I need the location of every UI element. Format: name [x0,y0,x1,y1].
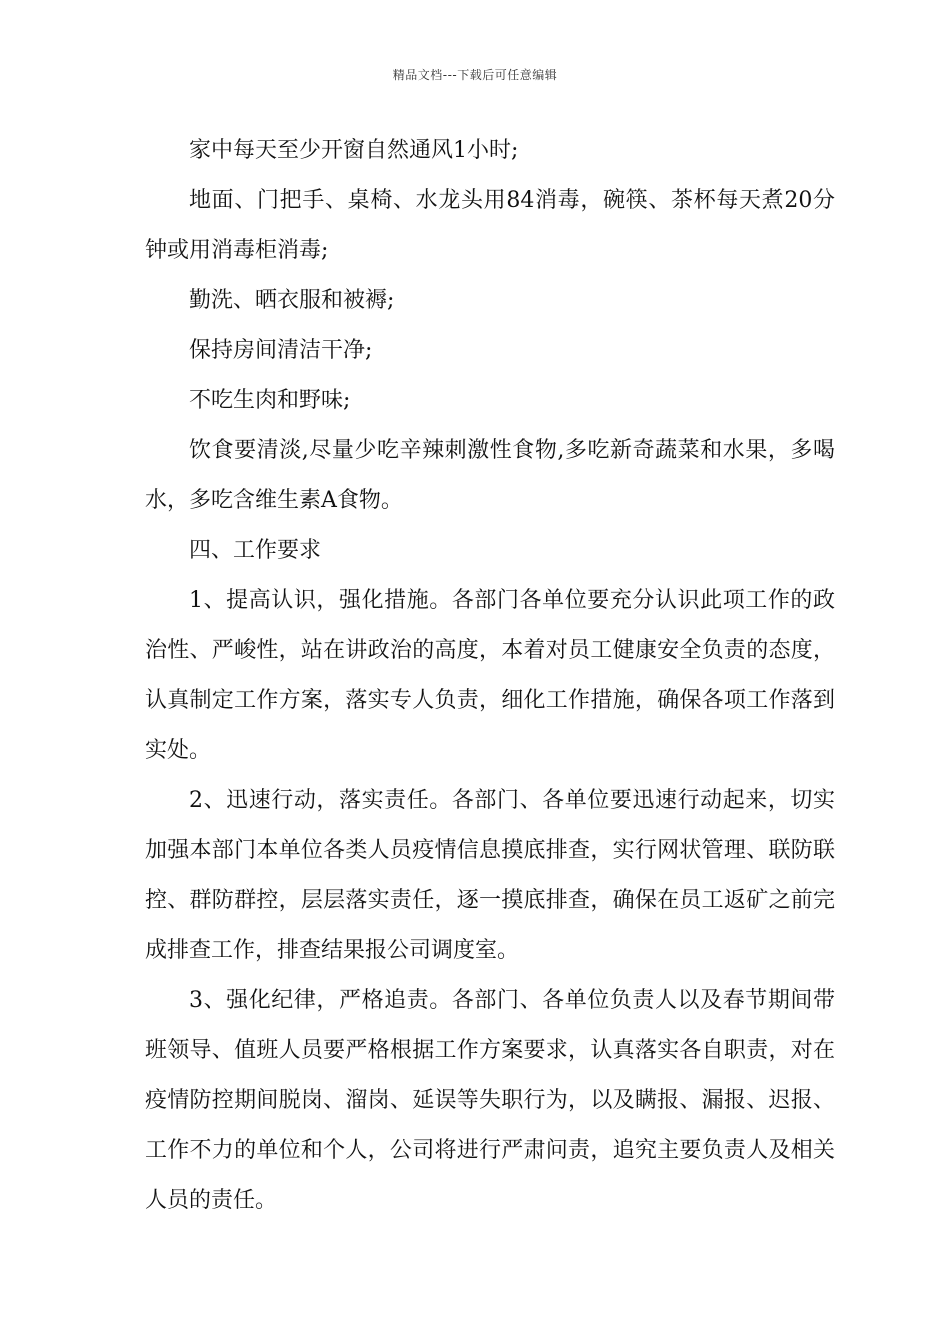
paragraph-cleanliness: 保持房间清洁干净; [189,338,373,363]
section-heading-work-requirements: 四、工作要求 [189,538,322,563]
paragraph-disinfection: 地面、门把手、桌椅、水龙头用84消毒，碗筷、茶杯每天煮20分钟或用消毒柜消毒; [145,188,835,263]
page-header: 精品文档---下载后可任意编辑 [392,68,558,82]
paragraph-no-wild-meat: 不吃生肉和野味; [189,388,351,413]
paragraph-laundry: 勤洗、晒衣服和被褥; [189,288,395,313]
paragraph-requirement-3: 3、强化纪律，严格追责。各部门、各单位负责人以及春节期间带班领导、值班人员要严格根据工作方案要求，认真落实各自职责，对在疫情防控期间脱岗、溜岗、延误等失职行为，以及瞒报、漏报、迟报、工作不力的单位和个人，公司将进行严肃问责，追究主要负责人及相关人员的责任。 [145,988,835,1213]
paragraph-diet: 饮食要清淡,尽量少吃辛辣刺激性食物,多吃新奇蔬菜和水果，多喝水，多吃含维生素A食物。 [145,438,835,513]
paragraph-requirement-1: 1、提高认识，强化措施。各部门各单位要充分认识此项工作的政治性、严峻性，站在讲政治的高度，本着对员工健康安全负责的态度，认真制定工作方案，落实专人负责，细化工作措施，确保各项工作落到实处。 [145,588,835,763]
document-body [145,126,835,1226]
paragraph-ventilation: 家中每天至少开窗自然通风1小时; [189,138,519,163]
paragraph-requirement-2: 2、迅速行动，落实责任。各部门、各单位要迅速行动起来，切实加强本部门本单位各类人员疫情信息摸底排查，实行网状管理、联防联控、群防群控，层层落实责任，逐一摸底排查，确保在员工返矿之前完成排查工作，排查结果报公司调度室。 [145,788,835,963]
